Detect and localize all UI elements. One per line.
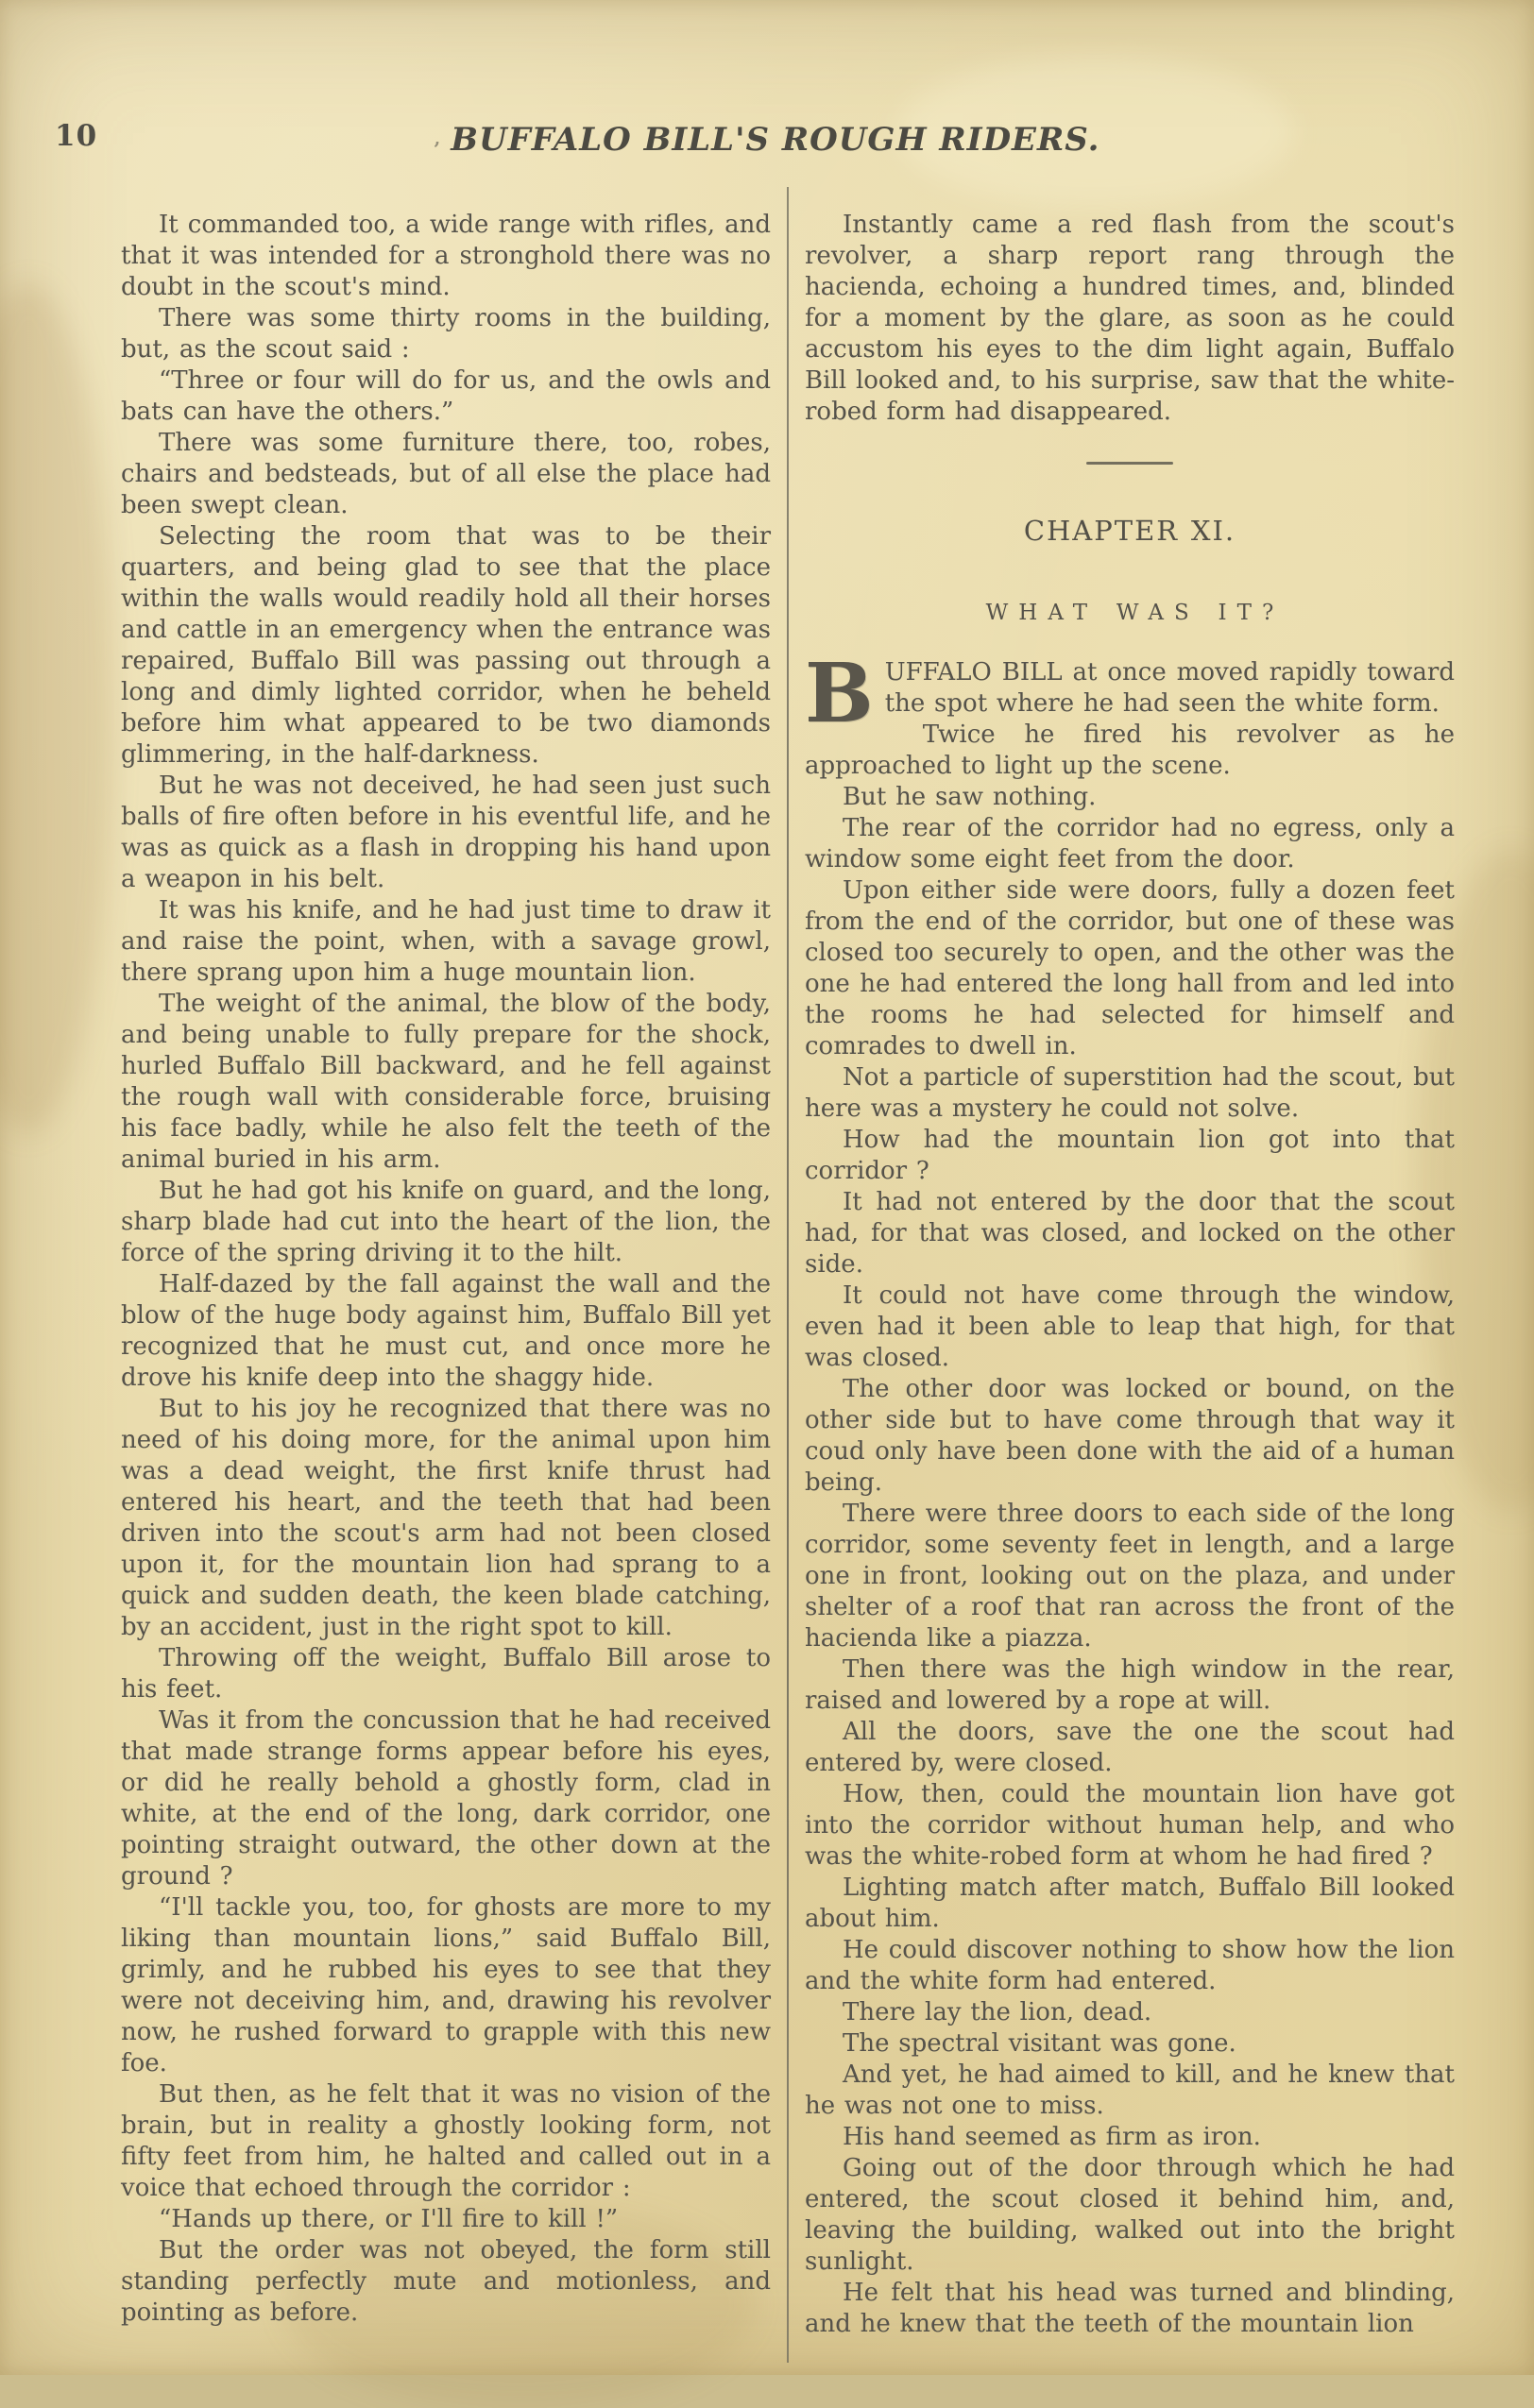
paragraph: Going out of the door through which he had entered, the scout closed it behind him, and, leaving the building, walked out into the bright sunlight. <box>805 2154 1455 2276</box>
paragraph: Upon either side were doors, fully a dozen feet from the end of the corridor, but one of these was closed too securely to open, and the other was the one he had entered the long hall from and led into the rooms he had selected for himself and comrades to dwell in. <box>805 876 1455 1060</box>
paragraph: Throwing off the weight, Buffalo Bill arose to his feet. <box>121 1644 771 1704</box>
column-divider-rule <box>787 187 789 2363</box>
right-column-top-paragraphs <box>805 210 1455 428</box>
paragraph: Was it from the concussion that he had received that made strange forms appear before his eyes, or did he really behold a ghostly form, clad in white, at the end of the long, dark corridor, one pointing straight outward, the other down at the ground ? <box>121 1706 771 1891</box>
chapter-title: CHAPTER XI. <box>1023 515 1236 547</box>
paragraph: There were three doors to each side of the long corridor, some seventy feet in length, and a large one in front, looking out on the plaza, and under shelter of a roof that ran across the front of the hacienda like a piazza. <box>805 1500 1455 1653</box>
chapter-opening-paragraph <box>805 646 1455 741</box>
left-column <box>121 210 771 2329</box>
paragraph: It was his knife, and he had just time to draw it and raise the point, when, with a savage growl, there sprang upon him a huge mountain lion. <box>121 896 771 987</box>
paper-stain <box>0 283 113 1133</box>
chapter-subtitle: WHAT WAS IT? <box>985 601 1285 625</box>
drop-cap-initial: B <box>805 646 874 741</box>
paragraph: How, then, could the mountain lion have got into the corridor without human help, and who was the white-robed form at whom he had fired ? <box>805 1780 1455 1871</box>
paragraph: But the order was not obeyed, the form still standing perfectly mute and motionless, and pointing as before. <box>121 2236 771 2327</box>
paragraph: Half-dazed by the fall against the wall and the blow of the huge body against him, Buffalo Bill yet recognized that he must cut, and once more he drove his knife deep into the shaggy hide. <box>121 1270 771 1392</box>
paragraph: There was some furniture there, too, robes, chairs and bedsteads, but of all else the place had been swept clean. <box>121 429 771 519</box>
section-divider-rule <box>1086 462 1173 465</box>
paragraph: And yet, he had aimed to kill, and he knew that he was not one to miss. <box>805 2060 1455 2120</box>
paragraph: Twice he fired his revolver as he approached to light up the scene. <box>805 721 1455 780</box>
paragraph: How had the mountain lion got into that corridor ? <box>805 1126 1455 1185</box>
page-number: 10 <box>55 119 98 153</box>
paragraph: Then there was the high window in the rear, raised and lowered by a rope at will. <box>805 1655 1455 1715</box>
paragraph: He could discover nothing to show how the lion and the white form had entered. <box>805 1936 1455 1995</box>
paragraph: He felt that his head was turned and blinding, and he knew that the teeth of the mountain lion <box>805 2279 1455 2338</box>
paragraph: “I'll tackle you, too, for ghosts are more to my liking than mountain lions,” said Buffalo Bill, grimly, and he rubbed his eyes to see that they were not deceiving him, and, drawing his revolver now, he rushed forward to grapple with this new foe. <box>121 1893 771 2077</box>
right-column <box>805 210 1455 2340</box>
paragraph: The other door was locked or bound, on the other side but to have come through that way it coud only have been done with the aid of a human being. <box>805 1375 1455 1497</box>
paragraph: The spectral visitant was gone. <box>843 2029 1236 2058</box>
paragraph: Selecting the room that was to be their quarters, and being glad to see that the place within the walls would readily hold all their horses and cattle in an emergency when the entrance was repaired, Buffalo Bill was passing out through a long and dimly lighted corridor, when he beheld before him what appeared to be two diamonds glimmering, in the half-darkness. <box>121 522 771 769</box>
paragraph: Lighting match after match, Buffalo Bill looked about him. <box>805 1874 1455 1933</box>
paragraph: But he had got his knife on guard, and the long, sharp blade had cut into the heart of the lion, the force of the spring driving it to the hilt. <box>121 1177 771 1267</box>
paragraph: There was some thirty rooms in the building, but, as the scout said : <box>121 304 771 364</box>
paragraph: But to his joy he recognized that there was no need of his doing more, for the animal upon him was a dead weight, the first knife thrust had entered his heart, and the teeth that had been driven into the scout's arm had not been closed upon it, for the mountain lion had sprang to a quick and sudden death, the keen blade catching, by an accident, just in the right spot to kill. <box>121 1395 771 1641</box>
paragraph: It could not have come through the window, even had it been able to leap that high, for that was closed. <box>805 1281 1455 1372</box>
paragraph: Not a particle of superstition had the scout, but here was a mystery he could not solve. <box>805 1063 1455 1123</box>
paragraph: But then, as he felt that it was no vision of the brain, but in reality a ghostly looking form, not fifty feet from him, he halted and called out in a voice that echoed through the corridor : <box>121 2080 771 2202</box>
paragraph: But he was not deceived, he had seen just such balls of fire often before in his eventful life, and he was as quick as a flash in dropping his hand upon a weapon in his belt. <box>121 772 771 893</box>
right-column-paragraphs <box>805 720 1455 2340</box>
paragraph: All the doors, save the one the scout had entered by, were closed. <box>805 1718 1455 1777</box>
left-column-paragraphs <box>121 210 771 2329</box>
paragraph: There lay the lion, dead. <box>843 1998 1152 2026</box>
paragraph: “Three or four will do for us, and the owls and bats can have the others.” <box>121 366 771 426</box>
chapter-opening-text: UFFALO BILL at once moved rapidly toward the spot where he had seen the white form. <box>884 658 1455 718</box>
paragraph: It commanded too, a wide range with rifles, and that it was intended for a stronghold there was no doubt in the scout's mind. <box>121 211 771 301</box>
running-header <box>0 121 1534 159</box>
print-artifact-mark: , <box>434 128 442 149</box>
paragraph: “Hands up there, or I'll fire to kill !” <box>159 2205 619 2233</box>
running-header-text: BUFFALO BILL'S ROUGH RIDERS. <box>451 121 1100 159</box>
paragraph: It had not entered by the door that the scout had, for that was closed, and locked on the other side. <box>805 1188 1455 1279</box>
paragraph: Instantly came a red flash from the scout's revolver, a sharp report rang through the hacienda, echoing a hundred times, and, blinded for a moment by the glare, as soon as he could accustom his eyes to the dim light again, Buffalo Bill looked and, to his surprise, saw that the white-robed form had disappeared. <box>805 211 1455 426</box>
paragraph: But he saw nothing. <box>843 783 1097 811</box>
paragraph: His hand seemed as firm as iron. <box>843 2123 1261 2151</box>
paragraph: The weight of the animal, the blow of the body, and being unable to fully prepare for the shock, hurled Buffalo Bill backward, and he fell against the rough wall with considerable force, bruising his face badly, while he also felt the teeth of the animal buried in his arm. <box>121 990 771 1174</box>
paragraph: The rear of the corridor had no egress, only a window some eight feet from the door. <box>805 814 1455 873</box>
